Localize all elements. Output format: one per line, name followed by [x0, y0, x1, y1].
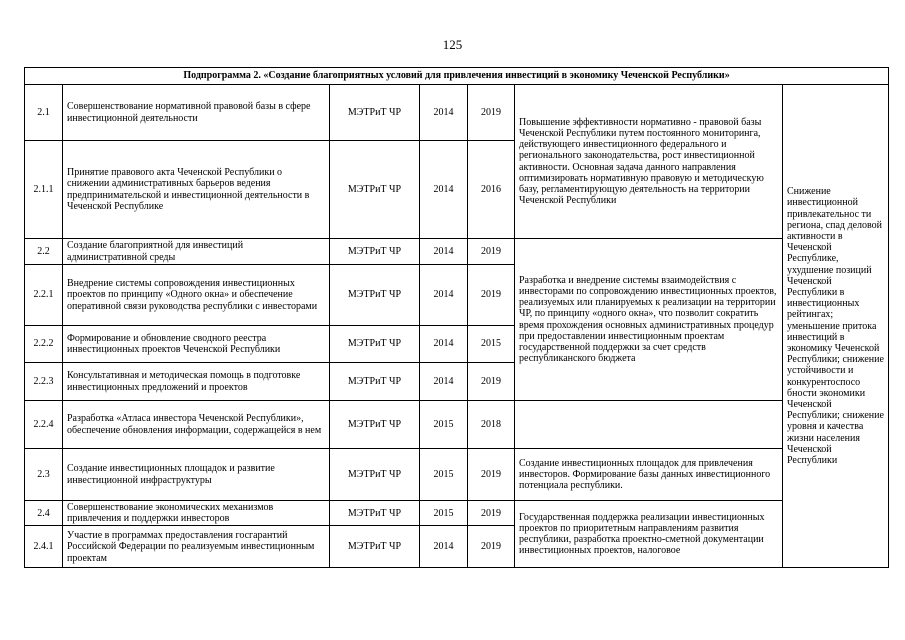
- executor: МЭТРиТ ЧР: [330, 449, 420, 501]
- end-year: 2019: [468, 449, 515, 501]
- risk-consequences: Снижение инвестиционной привлекательнос ти региона, спад деловой активности в Чеченской Республике, ухудшение позиций Чеченской Республики в инвестиционных рейтингах; уменьшение притока инвестиций в экономику Чеченской Республики; снижение устойчивости и конкурентоспосо бности экономики Чеченской Республики; снижение уровня и качества жизни населения Чеченской Республики: [783, 85, 889, 568]
- measure-name: Формирование и обновление сводного реестра инвестиционных проектов Чеченской Республики: [63, 326, 330, 363]
- measure-name: Совершенствование нормативной правовой базы в сфере инвестиционной деятельности: [63, 85, 330, 141]
- executor: МЭТРиТ ЧР: [330, 239, 420, 265]
- executor: МЭТРиТ ЧР: [330, 326, 420, 363]
- table-row: [25, 501, 889, 526]
- start-year: 2014: [420, 363, 468, 401]
- end-year: 2015: [468, 326, 515, 363]
- measure-name: Разработка «Атласа инвестора Чеченской Республики», обеспечение обновления информации, содержащейся в нем: [63, 401, 330, 449]
- expected-result-block-3: [515, 401, 783, 449]
- end-year: 2019: [468, 526, 515, 568]
- table-row: [25, 449, 889, 501]
- start-year: 2014: [420, 141, 468, 239]
- end-year: 2019: [468, 501, 515, 526]
- expected-result-block-2: Разработка и внедрение системы взаимодействия с инвесторами по сопровождению инвестиционных проектов, реализуемых или планируемых к реализации на территории ЧР, по принципу «одного окна», что позволит сократить время прохождения основных административных процедур при предоставлении инвестиционным проектам государственной поддержки за счет средств республиканского бюджета: [515, 239, 783, 401]
- measure-name: Принятие правового акта Чеченской Республики о снижении административных барьеров ведения предпринимательской и инвестиционной деятельности в Чеченской Республике: [63, 141, 330, 239]
- start-year: 2015: [420, 449, 468, 501]
- row-number: 2.4: [25, 501, 63, 526]
- row-number: 2.4.1: [25, 526, 63, 568]
- start-year: 2014: [420, 326, 468, 363]
- start-year: 2014: [420, 85, 468, 141]
- end-year: 2019: [468, 265, 515, 326]
- row-number: 2.2: [25, 239, 63, 265]
- executor: МЭТРиТ ЧР: [330, 363, 420, 401]
- start-year: 2014: [420, 526, 468, 568]
- row-number: 2.2.4: [25, 401, 63, 449]
- start-year: 2015: [420, 501, 468, 526]
- table-row: [25, 239, 889, 265]
- subprogram-title: Подпрограмма 2. «Создание благоприятных условий для привлечения инвестиций в экономику Чеченской Республики»: [25, 68, 889, 85]
- executor: МЭТРиТ ЧР: [330, 526, 420, 568]
- measure-name: Создание инвестиционных площадок и развитие инвестиционной инфраструктуры: [63, 449, 330, 501]
- end-year: 2019: [468, 85, 515, 141]
- page-number: 125: [442, 37, 463, 52]
- end-year: 2018: [468, 401, 515, 449]
- expected-result-block-1: Повышение эффективности нормативно - правовой базы Чеченской Республики путем постоянного мониторинга, действующего инвестиционного федерального и регионального законодательства, рост инвестиционной активности. Основная задача данного направления оптимизировать нормативную правовую и методическую базу, регламентирующую деятельность на территории Чеченской Республики: [515, 85, 783, 239]
- end-year: 2019: [468, 363, 515, 401]
- start-year: 2015: [420, 401, 468, 449]
- executor: МЭТРиТ ЧР: [330, 501, 420, 526]
- expected-result-block-5: Государственная поддержка реализации инвестиционных проектов по приоритетным направлениям развития республики, разработка проектно-сметной документации инвестиционных проектов, налоговое: [515, 501, 783, 568]
- table-row: [25, 85, 889, 141]
- measure-name: Консультативная и методическая помощь в подготовке инвестиционных предложений и проектов: [63, 363, 330, 401]
- executor: МЭТРиТ ЧР: [330, 265, 420, 326]
- expected-result-block-4: Создание инвестиционных площадок для привлечения инвесторов. Формирование базы данных инвестиционного потенциала республики.: [515, 449, 783, 501]
- measure-name: Внедрение системы сопровождения инвестиционных проектов по принципу «Одного окна» и обеспечение оперативной связи руководства республики с инвесторами: [63, 265, 330, 326]
- row-number: 2.1: [25, 85, 63, 141]
- table-row: [25, 401, 889, 449]
- measure-name: Участие в программах предоставления госгарантий Российской Федерации по реализуемым инвестиционным проектам: [63, 526, 330, 568]
- row-number: 2.1.1: [25, 141, 63, 239]
- executor: МЭТРиТ ЧР: [330, 141, 420, 239]
- subprogram-table: [24, 67, 889, 568]
- row-number: 2.3: [25, 449, 63, 501]
- end-year: 2019: [468, 239, 515, 265]
- measure-name: Создание благоприятной для инвестиций административной среды: [63, 239, 330, 265]
- start-year: 2014: [420, 265, 468, 326]
- executor: МЭТРиТ ЧР: [330, 401, 420, 449]
- start-year: 2014: [420, 239, 468, 265]
- row-number: 2.2.2: [25, 326, 63, 363]
- row-number: 2.2.1: [25, 265, 63, 326]
- executor: МЭТРиТ ЧР: [330, 85, 420, 141]
- end-year: 2016: [468, 141, 515, 239]
- measure-name: Совершенствование экономических механизмов привлечения и поддержки инвесторов: [63, 501, 330, 526]
- row-number: 2.2.3: [25, 363, 63, 401]
